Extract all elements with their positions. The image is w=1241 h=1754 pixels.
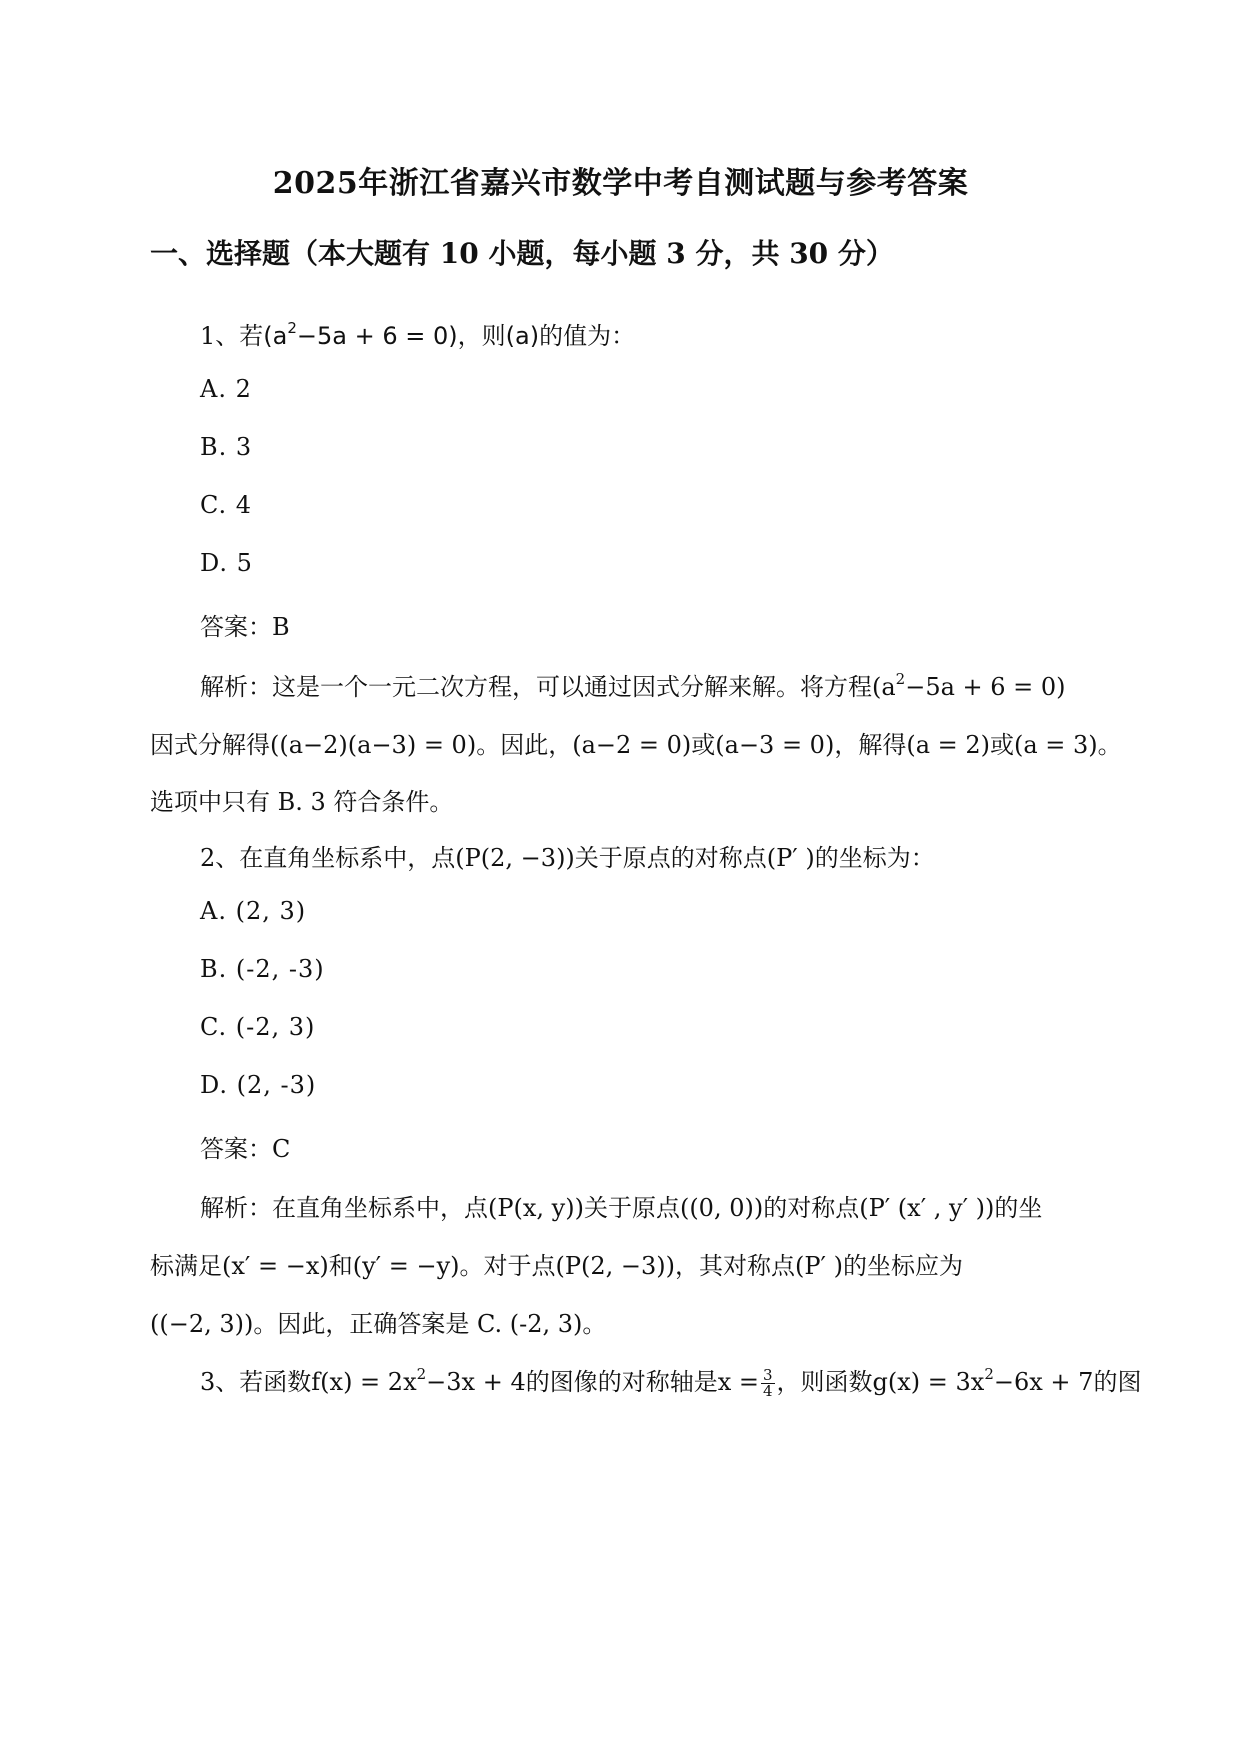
q1-variable: (a) xyxy=(505,322,540,350)
q1-analysis-line-3: 选项中只有 B. 3 符合条件。 xyxy=(150,788,454,816)
fraction-three-quarters: $\frac{3}{4}$ xyxy=(763,1366,773,1400)
q2-option-b: B. (-2, -3) xyxy=(200,955,325,983)
question-1: 1、若$(a^2-5a + 6 = 0)$，则(a)的值为： xyxy=(200,319,636,350)
q1-equation: $(a^2-5a + 6 = 0)$ xyxy=(263,319,458,350)
question-2: 2、在直角坐标系中，点(P(2, −3))关于原点的对称点(P′ )的坐标为： xyxy=(200,844,935,872)
section-heading: 一、选择题（本大题有 10 小题，每小题 3 分，共 30 分） xyxy=(150,237,894,270)
q1-analysis-line-1: 解析：这是一个一元二次方程，可以通过因式分解来解。将方程$(a^2-5a + 6 = 0)$ xyxy=(200,670,1066,701)
q2-analysis-line-2: 标满足(x′ = −x)和(y′ = −y)。对于点(P(2, −3))，其对称点(P′ )的坐标应为 xyxy=(150,1252,963,1280)
page-title: 2025年浙江省嘉兴市数学中考自测试题与参考答案 xyxy=(272,166,969,201)
q2-analysis-line-3: ((−2, 3))。因此，正确答案是 C. (-2, 3)。 xyxy=(150,1310,607,1338)
q1-prefix: 1、若 xyxy=(200,322,264,350)
q2-answer: 答案：C xyxy=(200,1135,291,1163)
q1-analysis-line-2: 因式分解得((a−2)(a−3) = 0)。因此，(a−2 = 0)或(a−3 = 0)，解得(a = 2)或(a = 3)。 xyxy=(150,731,1122,759)
q1-option-c: C. 4 xyxy=(200,491,253,519)
question-3: 3、若函数$f(x) = 2x^2-3x + 4$的图像的对称轴是x = $\frac{3}{4}$ ，则函数$g(x) = 3x^2-6x + 7$的图 xyxy=(200,1365,1142,1400)
q1-option-a: A. 2 xyxy=(200,375,252,403)
q1-answer: 答案：B xyxy=(200,613,290,641)
q2-option-a: A. (2, 3) xyxy=(200,897,307,925)
q2-option-d: D. (2, -3) xyxy=(200,1071,317,1099)
q2-option-c: C. (-2, 3) xyxy=(200,1013,316,1041)
q1-option-b: B. 3 xyxy=(200,433,253,461)
q2-analysis-line-1: 解析：在直角坐标系中，点(P(x, y))关于原点((0, 0))的对称点(P′ (x′ , y′ ))的坐 xyxy=(200,1194,1043,1222)
q1-option-d: D. 5 xyxy=(200,549,253,577)
